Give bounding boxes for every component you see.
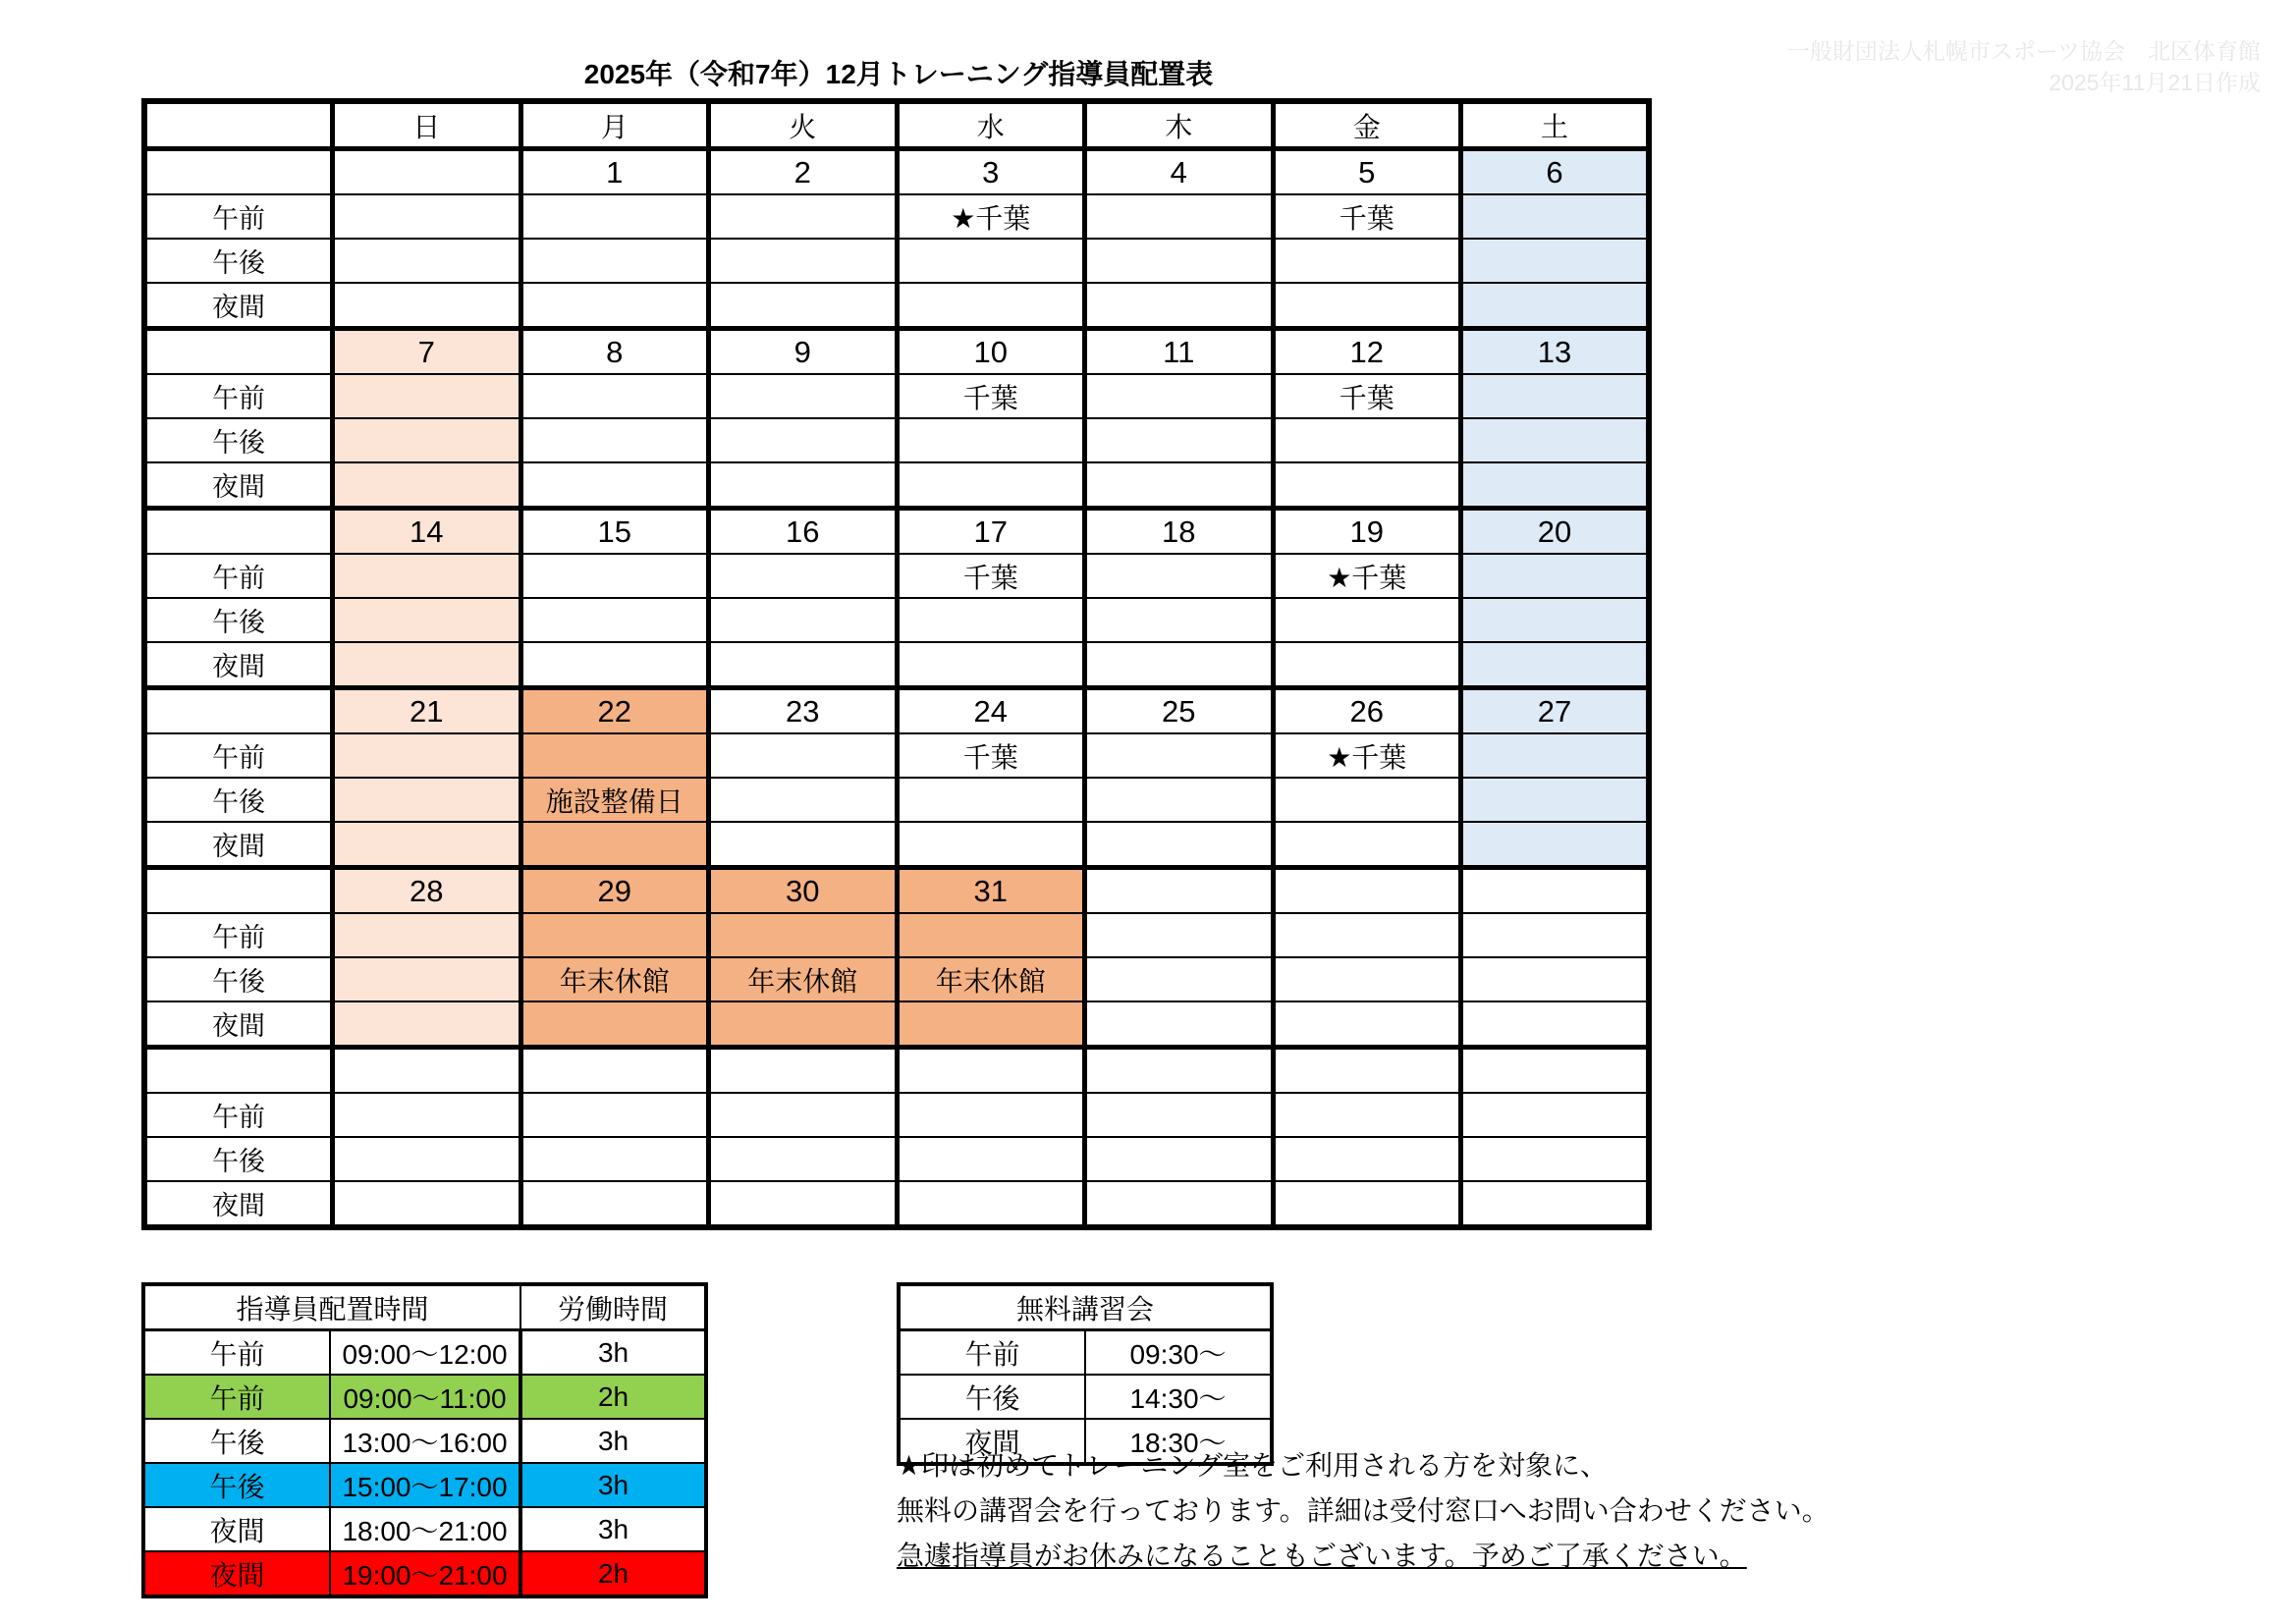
period-label-cell [144,149,333,195]
assignment-cell [1461,642,1650,688]
assignment-cell [709,822,898,868]
date-cell: 23 [709,688,898,734]
period-label-cell: 午前 [144,374,333,418]
watermark-org: 一般財団法人札幌市スポーツ協会 北区体育館 [1786,38,2261,64]
assignment-cell [1273,1137,1461,1181]
date-cell: 1 [520,149,709,195]
assignment-cell [897,1137,1085,1181]
assignment-cell [1273,913,1461,957]
shift-time-cell: 18:00～21:00 [330,1507,520,1551]
date-cell: 31 [897,868,1085,914]
period-label-cell [144,509,333,555]
date-cell: 25 [1085,688,1274,734]
date-cell: 28 [333,868,521,914]
date-cell: 19 [1273,509,1461,555]
assignment-cell [520,283,709,329]
shift-hours-cell: 3h [520,1330,706,1376]
date-cell [333,1048,521,1094]
assignment-cell [1085,957,1274,1001]
date-cell: 5 [1273,149,1461,195]
assignment-cell [520,598,709,642]
period-label-cell: 午後 [144,598,333,642]
assignment-cell [333,239,521,283]
shift-label-cell: 午後 [143,1463,330,1507]
assignment-cell: 年末休館 [520,957,709,1001]
shift-hours-header-cell: 労働時間 [520,1284,706,1330]
assignment-cell: ★千葉 [1273,733,1461,778]
shift-time-cell: 09:00～11:00 [330,1375,520,1419]
date-cell: 14 [333,509,521,555]
assignment-cell: 千葉 [897,733,1085,778]
seminar-time-cell: 14:30～ [1085,1375,1272,1419]
date-cell: 15 [520,509,709,555]
assignment-cell [1461,1181,1650,1227]
assignment-cell [520,822,709,868]
assignment-cell [897,418,1085,462]
assignment-cell: 千葉 [1273,374,1461,418]
assignment-cell [333,418,521,462]
assignment-cell [520,1137,709,1181]
assignment-cell [1461,778,1650,822]
seminar-table-body [899,1284,1272,1464]
shift-time-cell: 09:00～12:00 [330,1330,520,1376]
watermark-created-date: 2025年11月21日作成 [2049,70,2261,95]
seminar-title-cell: 無料講習会 [899,1284,1272,1330]
date-cell: 4 [1085,149,1274,195]
date-cell: 18 [1085,509,1274,555]
assignment-cell [897,1093,1085,1137]
day-header-cell: 水 [897,101,1085,149]
assignment-cell [1085,1137,1274,1181]
period-label-cell [144,688,333,734]
assignment-cell [1273,642,1461,688]
assignment-cell [897,239,1085,283]
day-header-cell: 木 [1085,101,1274,149]
assignment-cell [333,642,521,688]
assignment-cell [709,418,898,462]
seminar-label-cell: 午後 [899,1375,1085,1419]
assignment-cell [1461,957,1650,1001]
assignment-cell [1273,778,1461,822]
assignment-cell [333,1001,521,1048]
assignment-cell [333,374,521,418]
shift-time-cell: 15:00～17:00 [330,1463,520,1507]
date-cell: 30 [709,868,898,914]
date-cell: 29 [520,868,709,914]
date-cell: 26 [1273,688,1461,734]
period-label-cell: 午前 [144,194,333,239]
notes [897,1443,1830,1579]
date-cell: 22 [520,688,709,734]
period-label-cell: 夜間 [144,1181,333,1227]
assignment-cell [1461,733,1650,778]
assignment-cell [1461,913,1650,957]
assignment-cell [1273,462,1461,509]
assignment-cell [333,283,521,329]
assignment-cell [1273,239,1461,283]
period-label-cell: 夜間 [144,822,333,868]
assignment-cell [333,598,521,642]
assignment-cell [1461,418,1650,462]
assignment-cell [520,239,709,283]
day-header-cell: 月 [520,101,709,149]
assignment-cell [1085,913,1274,957]
assignment-cell [520,1181,709,1227]
assignment-cell [333,194,521,239]
assignment-cell [897,1001,1085,1048]
assignment-cell [1085,283,1274,329]
assignment-cell [1461,194,1650,239]
assignment-cell [333,733,521,778]
assignment-cell [520,1001,709,1048]
assignment-cell [1461,374,1650,418]
assignment-cell [1273,598,1461,642]
assignment-cell: 施設整備日 [520,778,709,822]
date-cell: 11 [1085,329,1274,375]
assignment-cell [709,733,898,778]
shift-label-cell: 午後 [143,1419,330,1463]
assignment-cell [897,1181,1085,1227]
date-cell [1461,868,1650,914]
assignment-cell: 千葉 [897,554,1085,598]
assignment-cell [709,778,898,822]
date-cell [520,1048,709,1094]
date-cell: 17 [897,509,1085,555]
assignment-cell [1461,554,1650,598]
assignment-cell [1085,374,1274,418]
date-cell [333,149,521,195]
assignment-cell: 年末休館 [709,957,898,1001]
assignment-cell [1273,822,1461,868]
seminar-time-cell: 09:30～ [1085,1330,1272,1376]
shift-table-body [143,1284,706,1596]
assignment-cell [709,462,898,509]
shift-label-cell: 夜間 [143,1551,330,1596]
assignment-cell [897,642,1085,688]
date-cell: 16 [709,509,898,555]
period-label-cell: 午後 [144,239,333,283]
assignment-cell [709,642,898,688]
date-cell [1273,868,1461,914]
seminar-label-cell: 午前 [899,1330,1085,1376]
assignment-cell [333,822,521,868]
assignment-cell [1273,1181,1461,1227]
assignment-cell [520,733,709,778]
assignment-cell [1085,194,1274,239]
assignment-cell [1461,283,1650,329]
date-cell: 7 [333,329,521,375]
assignment-cell [520,418,709,462]
assignment-cell [709,598,898,642]
assignment-cell [1085,642,1274,688]
date-cell: 3 [897,149,1085,195]
assignment-cell [520,374,709,418]
period-label-cell: 夜間 [144,462,333,509]
assignment-cell [333,778,521,822]
assignment-cell [520,194,709,239]
assignment-cell [1085,1001,1274,1048]
assignment-cell: 年末休館 [897,957,1085,1001]
assignment-cell [333,1093,521,1137]
assignment-cell [709,1137,898,1181]
assignment-cell [897,913,1085,957]
assignment-cell [1085,1181,1274,1227]
note-line: 無料の講習会を行っております。詳細は受付窓口へお問い合わせください。 [897,1495,1830,1526]
shift-hours-cell: 3h [520,1463,706,1507]
date-cell [1085,868,1274,914]
period-label-cell: 午前 [144,554,333,598]
assignment-cell [520,462,709,509]
page-title: 2025年（令和7年）12月トレーニング指導員配置表 [583,59,1214,89]
period-label-cell [144,868,333,914]
assignment-cell [520,1093,709,1137]
watermark [1787,35,2261,98]
assignment-cell [1273,418,1461,462]
shift-hours-cell: 2h [520,1551,706,1596]
shift-hours-cell: 3h [520,1419,706,1463]
date-cell: 12 [1273,329,1461,375]
assignment-cell: ★千葉 [1273,554,1461,598]
assignment-cell [1085,1093,1274,1137]
shift-hours-cell: 2h [520,1375,706,1419]
assignment-cell [520,913,709,957]
assignment-cell: ★千葉 [897,194,1085,239]
period-label-cell: 午後 [144,957,333,1001]
period-label-cell: 午後 [144,1137,333,1181]
date-cell: 2 [709,149,898,195]
period-label-cell: 午前 [144,1093,333,1137]
assignment-cell [897,283,1085,329]
assignment-cell [709,1181,898,1227]
assignment-cell [709,194,898,239]
calendar-body [144,101,1649,1227]
period-label-cell [144,329,333,375]
shift-label-cell: 夜間 [143,1507,330,1551]
assignment-cell [709,1093,898,1137]
assignment-cell [520,642,709,688]
period-label-cell: 夜間 [144,283,333,329]
date-cell: 10 [897,329,1085,375]
date-cell [1085,1048,1274,1094]
assignment-cell [1273,957,1461,1001]
assignment-cell [709,239,898,283]
date-cell [1461,1048,1650,1094]
assignment-cell [333,1137,521,1181]
assignment-cell [333,554,521,598]
assignment-cell [1273,1001,1461,1048]
assignment-cell [709,374,898,418]
day-header-cell: 日 [333,101,521,149]
assignment-cell [1461,822,1650,868]
assignment-cell [709,283,898,329]
assignment-cell [1085,598,1274,642]
assignment-cell [333,462,521,509]
calendar-table [141,98,1652,1230]
assignment-cell [1085,778,1274,822]
date-cell: 20 [1461,509,1650,555]
assignment-cell [709,554,898,598]
assignment-cell [897,778,1085,822]
assignment-cell [1461,1093,1650,1137]
assignment-cell: 千葉 [897,374,1085,418]
assignment-cell [1461,462,1650,509]
seminar-label-cell: 夜間 [899,1419,1085,1464]
assignment-cell [897,598,1085,642]
period-label-cell: 夜間 [144,642,333,688]
shift-hours-cell: 3h [520,1507,706,1551]
assignment-cell [1461,239,1650,283]
assignment-cell [1273,283,1461,329]
shift-time-cell: 19:00～21:00 [330,1551,520,1596]
assignment-cell [1085,733,1274,778]
assignment-cell [897,822,1085,868]
shift-label-cell: 午前 [143,1330,330,1376]
date-cell: 13 [1461,329,1650,375]
period-label-cell: 午前 [144,913,333,957]
shift-header-cell: 指導員配置時間 [143,1284,520,1330]
assignment-cell [520,554,709,598]
shift-label-cell: 午前 [143,1375,330,1419]
assignment-cell [1273,1093,1461,1137]
assignment-cell [1461,598,1650,642]
assignment-cell [1085,462,1274,509]
assignment-cell [709,913,898,957]
period-label-cell: 夜間 [144,1001,333,1048]
assignment-cell [1085,239,1274,283]
date-cell: 27 [1461,688,1650,734]
date-cell: 6 [1461,149,1650,195]
assignment-cell [709,1001,898,1048]
date-cell: 9 [709,329,898,375]
assignment-cell: 千葉 [1273,194,1461,239]
note-line: ★印は初めてトレーニング室をご利用される方を対象に、 [897,1450,1608,1481]
seminar-table [897,1282,1274,1466]
day-header-cell: 火 [709,101,898,149]
date-cell: 8 [520,329,709,375]
shift-time-cell: 13:00～16:00 [330,1419,520,1463]
period-label-cell: 午前 [144,733,333,778]
date-cell [897,1048,1085,1094]
date-cell [1273,1048,1461,1094]
date-cell: 21 [333,688,521,734]
day-header-cell: 金 [1273,101,1461,149]
date-cell [709,1048,898,1094]
assignment-cell [1461,1001,1650,1048]
shift-table [141,1282,708,1598]
note-line: 急遽指導員がお休みになることもございます。予めご了承ください。 [897,1541,1747,1571]
period-label-cell: 午後 [144,778,333,822]
assignment-cell [1085,822,1274,868]
period-label-cell [144,1048,333,1094]
period-label-cell: 午後 [144,418,333,462]
assignment-cell [333,957,521,1001]
assignment-cell [333,913,521,957]
assignment-cell [1085,418,1274,462]
assignment-cell [897,462,1085,509]
assignment-cell [1461,1137,1650,1181]
assignment-cell [1085,554,1274,598]
day-header-cell: 土 [1461,101,1650,149]
date-cell: 24 [897,688,1085,734]
assignment-cell [333,1181,521,1227]
seminar-time-cell: 18:30～ [1085,1419,1272,1464]
corner-cell [144,101,333,149]
